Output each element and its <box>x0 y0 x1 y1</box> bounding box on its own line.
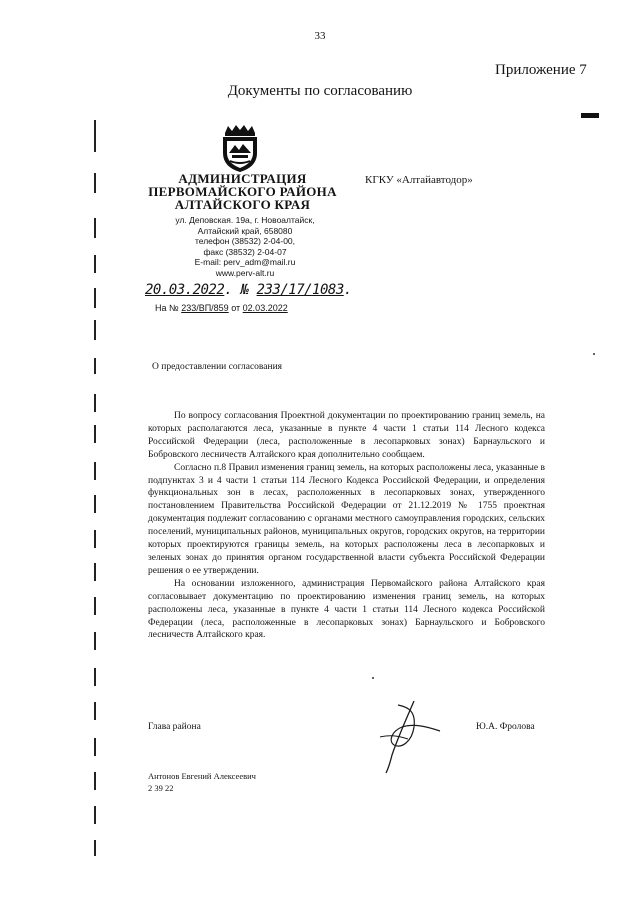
signer-position: Глава района <box>148 722 201 732</box>
org-line: ПЕРВОМАЙСКОГО РАЙОНА <box>148 184 337 199</box>
org-line: АЛТАЙСКОГО КРАЯ <box>174 197 311 212</box>
margin-mark <box>94 218 96 238</box>
scan-dot <box>372 677 374 679</box>
margin-mark <box>94 530 96 548</box>
registration-number: 20.03.2022. № 233/17/1083. <box>145 282 353 298</box>
margin-mark <box>94 173 96 193</box>
ref-date-prefix: от <box>231 303 241 313</box>
address-line: факс (38532) 2-04-07 <box>203 246 287 257</box>
margin-mark <box>94 668 96 686</box>
margin-mark <box>94 738 96 756</box>
executor-info <box>148 770 256 794</box>
executor-phone: 2 39 22 <box>148 783 174 793</box>
signer-name: Ю.А. Фролова <box>476 722 535 732</box>
paragraph: На основании изложенного, администрация Первомайского района Алтайского края согласовывает документацию по проектированию изменения границ земель, на которых расположены леса, указанные в пункте 4 части 1 статьи 114 Лесного кодекса Российской Федерации (леса, расположенные в лесопарковых зонах) Барнаульского и Бобровского лесничеств Алтайского края. <box>148 578 545 641</box>
coat-of-arms-icon <box>219 123 261 173</box>
letter-body <box>148 410 545 642</box>
ref-number: 233/ВП/859 <box>181 303 229 313</box>
reference-number <box>155 303 288 313</box>
ref-prefix: На № <box>155 303 179 313</box>
appendix-label: Приложение 7 <box>495 62 587 78</box>
margin-mark <box>94 425 96 443</box>
recipient: КГКУ «Алтайавтодор» <box>365 174 473 186</box>
paragraph: Согласно п.8 Правил изменения границ земель, на которых расположены леса, указанные в подпунктах 3 и 4 части 1 статьи 114 Лесного Кодекса Российской Федерации, и определения функциональных зон в лесах, расположенных в лесопарковых зонах, утвержденного постановлением Правительства Российской Федерации от 21.12.2019 № 1755 проектная документация подлежит согласованию с органами местного самоуправления городских, сельских поселений, муниципальных районов, муниципальных округов, городских округов, на территории которых проектируются границы земель, на которых расположены леса в лесопарковых и зеленых зонах до принятия органом государственной власти субъекта Российской Федерации решения о ее утверждении. <box>148 462 545 576</box>
margin-mark <box>94 320 96 340</box>
sender-address <box>150 215 340 279</box>
number-sign: № <box>240 282 249 298</box>
margin-mark <box>94 288 96 308</box>
registration-number-value: 233/17/1083 <box>256 282 344 298</box>
margin-mark <box>94 772 96 790</box>
org-line: АДМИНИСТРАЦИЯ <box>178 171 307 186</box>
registration-date: 20.03.2022 <box>145 282 225 298</box>
scan-mark <box>581 113 599 118</box>
margin-mark <box>94 495 96 513</box>
margin-mark <box>94 394 96 412</box>
margin-mark <box>94 358 96 374</box>
letter-subject: О предоставлении согласования <box>152 362 283 372</box>
document-title: Документы по согласованию <box>227 83 413 99</box>
margin-mark <box>94 120 96 152</box>
margin-mark <box>94 462 96 480</box>
executor-name: Антонов Евгений Алексеевич <box>148 771 256 781</box>
handwritten-signature <box>368 697 448 777</box>
email-line: E-mail: perv_adm@mail.ru <box>194 257 296 268</box>
website-line: www.perv-alt.ru <box>215 267 275 278</box>
margin-mark <box>94 563 96 581</box>
address-line: телефон (38532) 2-04-00, <box>194 236 296 247</box>
address-line: ул. Деповская. 19а, г. Новоалтайск, <box>175 215 315 225</box>
margin-mark <box>94 806 96 824</box>
scan-dot <box>593 353 595 355</box>
margin-mark <box>94 597 96 615</box>
margin-mark <box>94 702 96 720</box>
ref-date: 02.03.2022 <box>242 303 288 313</box>
paragraph: По вопросу согласования Проектной документации по проектированию границ земель, на которых располагаются леса, указанные в пункте 4 части 1 статьи 114 Лесного кодекса Российской Федерации (леса, расположенные в лесопарковых зонах) Барнаульского и Бобровского лесничеств Алтайского края дополнительно сообщаем. <box>148 411 545 460</box>
sender-organization <box>130 172 355 211</box>
margin-mark <box>94 632 96 650</box>
margin-mark <box>94 840 96 856</box>
page-number: 33 <box>314 30 326 42</box>
address-line: Алтайский край, 658080 <box>197 225 293 236</box>
margin-mark <box>94 255 96 273</box>
